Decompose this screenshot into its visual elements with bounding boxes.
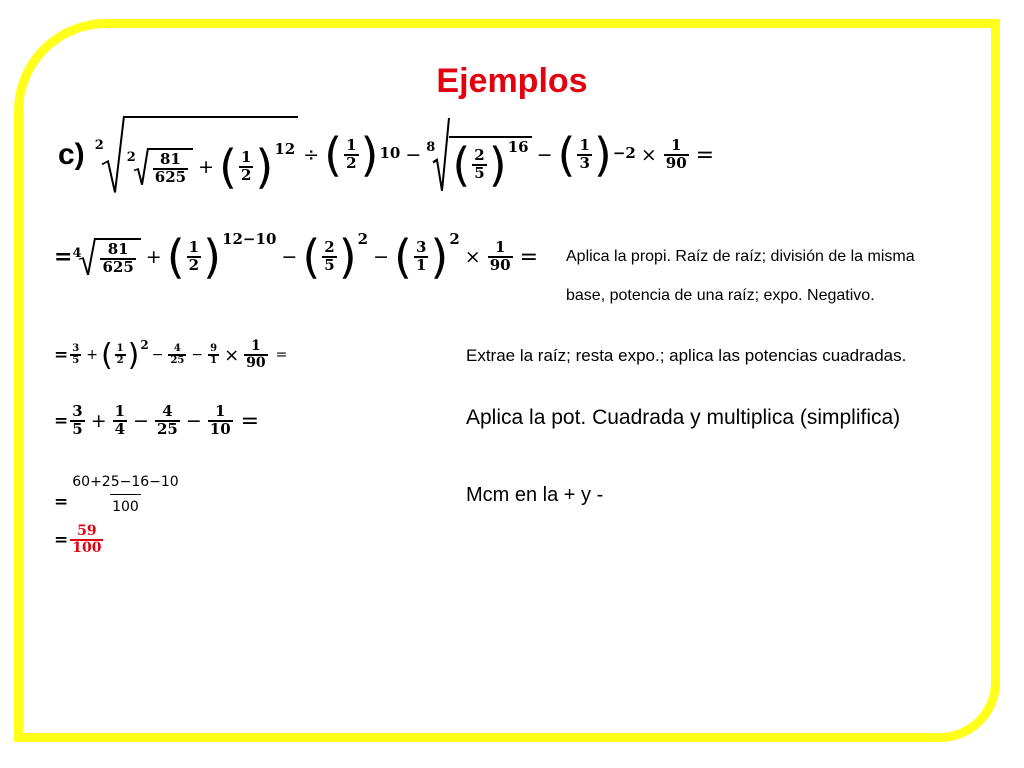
power-two-fifths-2: ( $\frac{2}{5}$ ) 2 <box>302 230 369 284</box>
denominator: 2 <box>188 256 200 274</box>
exponent: −2 <box>612 144 636 162</box>
numerator: 60+25−16−10 <box>72 474 179 491</box>
fraction-3-5 <box>70 344 81 367</box>
denominator: 3 <box>579 154 590 172</box>
equals-sign: = <box>275 347 288 363</box>
denominator: 625 <box>154 168 187 186</box>
numerator: 1 <box>214 402 226 421</box>
numerator: 81 <box>160 150 181 169</box>
step2-note: Extrae la raíz; resta expo.; aplica las potencias cuadradas. <box>466 346 907 365</box>
numerator: 2 <box>324 238 335 257</box>
equals-lead: = <box>54 411 69 431</box>
fourth-root-sign <box>79 238 95 276</box>
fraction-59-100 <box>70 524 103 555</box>
denominator: 90 <box>489 256 511 274</box>
slide-title: Ejemplos <box>436 62 588 100</box>
eighth-root-sign <box>433 118 449 192</box>
outer-root-sign <box>102 116 124 194</box>
plus-operator: + <box>145 246 162 268</box>
equals-lead: = <box>54 345 69 365</box>
numerator: 1 <box>346 136 357 155</box>
denominator: 100 <box>72 540 102 556</box>
denominator: 625 <box>102 258 134 276</box>
minus-operator: − <box>405 144 422 166</box>
numerator: 1 <box>670 136 682 155</box>
fraction-1-90 <box>664 138 689 172</box>
fraction-1-4 <box>113 404 127 438</box>
fourth-root-index: 4 <box>72 246 82 262</box>
outer-root-index: 2 <box>94 138 104 153</box>
step1-note-line2: base, potencia de una raíz; expo. Negativo. <box>566 287 875 304</box>
exponent: 12−10 <box>222 230 277 248</box>
denominator: 90 <box>665 154 687 172</box>
denominator: 2 <box>240 166 252 184</box>
equals-lead: = <box>54 244 73 270</box>
denominator: 25 <box>156 420 178 438</box>
times-operator: × <box>224 344 240 366</box>
fraction-81-625 <box>153 152 188 186</box>
power-two-fifths-16: ( $\frac{2}{5}$ ) 16 <box>452 138 529 192</box>
exponent: 12 <box>274 140 296 158</box>
fraction-1-90 <box>488 240 513 274</box>
inner-root-sign <box>134 148 148 186</box>
problem-label: c) <box>58 138 85 171</box>
step2-expression <box>54 333 293 377</box>
numerator: 1 <box>188 238 200 257</box>
step1-note-line1: Aplica la propi. Raíz de raíz; división de la misma <box>566 248 915 265</box>
numerator: 1 <box>240 148 252 167</box>
inner-root-index: 2 <box>126 150 136 166</box>
minus-operator: − <box>281 246 298 268</box>
denominator: 2 <box>346 154 357 172</box>
denominator: 1 <box>415 256 427 274</box>
numerator: 81 <box>107 240 129 259</box>
power-half-12-10: ( $\frac{1}{2}$ ) 12−10 <box>166 230 277 284</box>
inner-root-body <box>148 148 193 186</box>
numerator: 4 <box>173 342 181 354</box>
times-operator: × <box>464 246 481 268</box>
step1-expression <box>54 222 543 292</box>
equals-sign: = <box>695 142 715 168</box>
power-third-neg2: ( $\frac{1}{3}$ ) −2 <box>557 128 636 182</box>
fraction-9-1 <box>208 344 219 367</box>
power-half-2: ( $\frac{1}{2}$ ) 2 <box>100 337 149 373</box>
eighth-root-body <box>449 136 531 192</box>
exponent: 16 <box>507 138 529 156</box>
equals-lead: = <box>54 530 69 550</box>
fraction-3-5 <box>70 404 84 438</box>
exponent: 2 <box>140 337 149 352</box>
minus-operator: − <box>133 410 149 432</box>
fraction-1-10 <box>208 404 233 438</box>
denominator: 2 <box>116 355 124 366</box>
numerator: 2 <box>474 146 485 165</box>
denominator: 90 <box>246 355 266 371</box>
numerator: 1 <box>114 402 126 421</box>
step4-expression <box>54 470 183 520</box>
eighth-root-index: 8 <box>426 140 436 155</box>
divide-operator: ÷ <box>303 144 320 166</box>
minus-operator-2: − <box>536 144 553 166</box>
denominator: 10 <box>209 420 231 438</box>
numerator: 1 <box>494 238 506 257</box>
minus-operator-2: − <box>191 347 204 363</box>
power-three-2: ( $\frac{3}{1}$ ) 2 <box>394 230 460 284</box>
plus-operator: + <box>90 410 107 432</box>
numerator: 1 <box>579 136 590 155</box>
inner-root <box>127 148 193 186</box>
equals-sign: = <box>240 408 260 434</box>
eighth-root <box>426 118 531 192</box>
plus-operator: + <box>198 156 215 178</box>
numerator: 3 <box>415 238 427 257</box>
denominator: 100 <box>110 494 141 515</box>
numerator: 1 <box>251 338 261 355</box>
fourth-root-body <box>95 238 140 276</box>
numerator: 59 <box>77 523 97 540</box>
denominator: 5 <box>474 164 485 182</box>
fraction-1-90 <box>244 339 267 370</box>
equals-lead: = <box>54 492 69 512</box>
denominator: 1 <box>210 355 218 366</box>
power-half-10: ( $\frac{1}{2}$ ) 10 <box>324 128 401 182</box>
denominator: 5 <box>72 420 83 438</box>
numerator: 3 <box>72 402 83 421</box>
fourth-root <box>72 238 140 276</box>
outer-root <box>95 116 299 194</box>
equals-sign: = <box>519 244 539 270</box>
minus-operator-2: − <box>185 410 202 432</box>
numerator: 4 <box>162 402 173 421</box>
result-expression <box>54 516 105 564</box>
fraction-4-25 <box>168 344 186 367</box>
outer-root-body <box>124 116 299 194</box>
exponent: 2 <box>449 230 460 248</box>
times-operator: × <box>640 144 657 166</box>
denominator: 5 <box>324 256 335 274</box>
denominator: 25 <box>170 355 185 366</box>
numerator: 1 <box>116 342 124 354</box>
exponent: 10 <box>379 144 401 162</box>
minus-operator: − <box>151 347 164 363</box>
step4-note: Mcm en la + y - <box>466 484 604 506</box>
power-half-12: ( $\frac{1}{2}$ ) 12 <box>219 140 296 194</box>
numerator: 3 <box>72 342 80 354</box>
numerator: 9 <box>210 342 218 354</box>
denominator: 5 <box>72 355 80 366</box>
fraction-4-25 <box>155 404 180 438</box>
step3-expression <box>54 397 265 445</box>
minus-operator-2: − <box>373 246 390 268</box>
exponent: 2 <box>357 230 369 248</box>
problem-expression <box>58 105 719 205</box>
denominator: 4 <box>114 420 126 438</box>
plus-operator: + <box>86 347 98 363</box>
fraction-sum-100 <box>70 475 180 514</box>
step3-note: Aplica la pot. Cuadrada y multiplica (simplifica) <box>466 406 901 429</box>
